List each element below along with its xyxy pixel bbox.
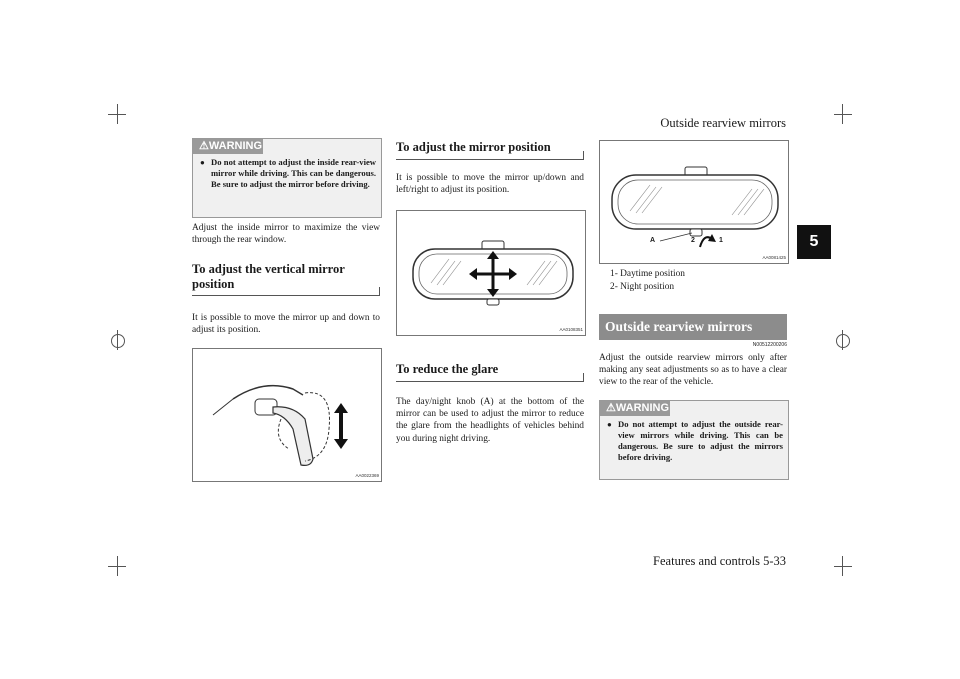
label-1: 1	[719, 237, 723, 244]
warning-label: ⚠WARNING	[193, 139, 263, 154]
figure-day-night-knob	[599, 140, 789, 264]
heading-text: To reduce the glare	[396, 362, 499, 376]
chapter-tab: 5	[797, 225, 831, 259]
legend-item: 1- Daytime position	[610, 269, 685, 279]
warning-text: Do not attempt to adjust the outside rear-view mirrors while driving. This can be dangerous. Be sure to adjust the mirrors before driving.	[618, 419, 783, 462]
heading-text: To adjust the mirror position	[396, 140, 551, 154]
warning-triangle-icon: ⚠	[606, 402, 616, 414]
section-heading	[396, 140, 584, 160]
warning-box	[192, 138, 382, 218]
bullet-icon: ●	[607, 420, 612, 429]
figure-vertical-adjust	[192, 348, 382, 482]
registration-mark	[836, 334, 850, 348]
document-code: N00512200206	[752, 342, 787, 348]
bullet-icon: ●	[200, 158, 205, 167]
section-heading	[192, 262, 380, 296]
figure-code: AA0022369	[355, 473, 379, 478]
crop-mark	[834, 114, 852, 115]
crop-mark	[108, 114, 126, 115]
mirror-position-illustration	[397, 211, 585, 335]
registration-mark	[111, 334, 125, 348]
body-paragraph: It is possible to move the mirror up and down to adjust its position.	[192, 313, 380, 336]
warning-box	[599, 400, 789, 480]
warning-text-block	[193, 154, 381, 193]
warning-text-block	[600, 416, 788, 466]
body-paragraph: It is possible to move the mirror up/down and left/right to adjust its position.	[396, 173, 584, 196]
section-heading	[396, 362, 584, 382]
warning-label: ⚠WARNING	[600, 401, 670, 416]
section-title-bar: Outside rearview mirrors	[599, 314, 787, 340]
heading-text: To adjust the vertical mirror position	[192, 262, 345, 291]
figure-code: AA0108351	[559, 327, 583, 332]
intro-paragraph: Adjust the inside mirror to maximize the view through the rear window.	[192, 223, 380, 246]
legend-item: 2- Night position	[610, 282, 675, 292]
day-night-mirror-illustration	[600, 141, 788, 263]
figure-legend	[610, 268, 786, 294]
crop-mark	[834, 566, 852, 567]
warning-text: Do not attempt to adjust the inside rear-view mirror while driving. This can be dangerous. Be sure to adjust the mirror before driving.	[211, 157, 376, 189]
page-footer: Features and controls 5-33	[653, 554, 786, 568]
crop-mark	[108, 566, 126, 567]
label-2: 2	[691, 237, 695, 244]
body-paragraph: The day/night knob (A) at the bottom of the mirror can be used to adjust the mirror to reduce the glare from the headlights of vehicles behind you during night driving.	[396, 397, 584, 444]
label-a: A	[650, 237, 656, 244]
warning-triangle-icon: ⚠	[199, 140, 209, 152]
figure-mirror-position	[396, 210, 586, 336]
mirror-vertical-illustration	[193, 349, 381, 481]
body-paragraph: Adjust the outside rearview mirrors only after making any seat adjustments so as to have a clear view to the rear of the vehicle.	[599, 353, 787, 388]
running-header: Outside rearview mirrors	[660, 116, 786, 130]
figure-code: AA0081425	[762, 255, 786, 260]
